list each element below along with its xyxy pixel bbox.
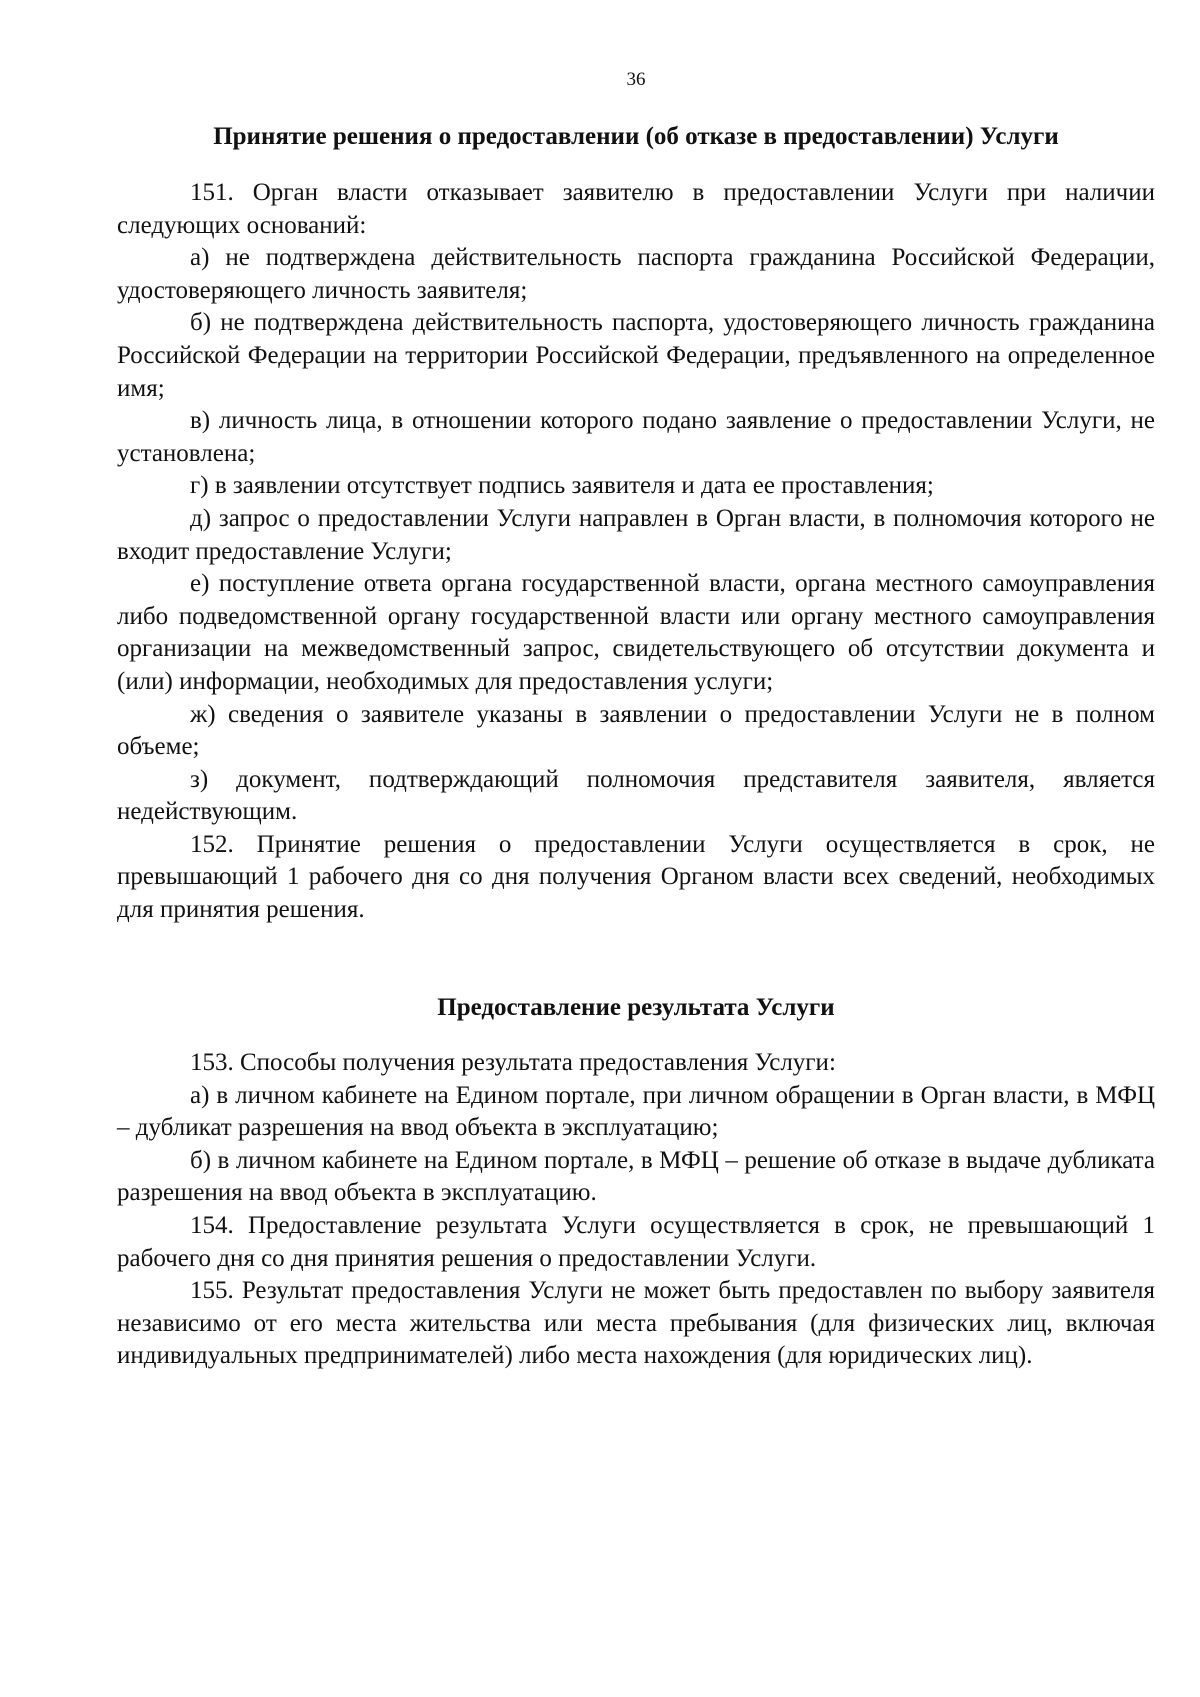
paragraph-152: 152. Принятие решения о предоставлении Услуги осуществляется в срок, не превышающий 1 рабочего дня со дня получения Органом власти всех сведений, необходимых для принятия решения. (117, 830, 1155, 924)
paragraph-151: 151. Орган власти отказывает заявителю в предоставлении Услуги при наличии следующих оснований: (117, 179, 1155, 239)
section-body-result (117, 1047, 1155, 1373)
list-item-zh: ж) сведения о заявителе указаны в заявлении о предоставлении Услуги не в полном объеме; (117, 700, 1155, 761)
section-heading-result: Предоставление результата Услуги (437, 994, 835, 1021)
paragraph-153: 153. Способы получения результата предоставления Услуги: (190, 1049, 836, 1076)
section-body-decision (117, 177, 1155, 927)
list-item-g: г) в заявлении отсутствует подпись заявителя и дата ее проставления; (190, 472, 934, 500)
page-number: 36 (626, 69, 646, 90)
section-heading-decision: Принятие решения о предоставлении (об отказе в предоставлении) Услуги (213, 123, 1059, 150)
list-item-e: е) поступление ответа органа государственной власти, органа местного самоуправления либо подведомственной органу государственной власти или органу местного самоуправления организации на межведомственный запрос, свидетельствующего об отсутствии документа и (или) информации, необходимых для предоставления услуги; (117, 570, 1155, 695)
list-item-z: з) документ, подтверждающий полномочия представителя заявителя, является недействующим. (117, 765, 1155, 826)
result-item-b: б) в личном кабинете на Едином портале, в МФЦ – решение об отказе в выдаче дубликата разрешения на ввод объекта в эксплуатацию. (117, 1146, 1155, 1207)
list-item-a: а) не подтверждена действительность паспорта гражданина Российской Федерации, удостоверяющего личность заявителя; (117, 244, 1155, 304)
paragraph-154: 154. Предоставление результата Услуги осуществляется в срок, не превышающий 1 рабочего дня со дня принятия решения о предоставлении Услуги. (117, 1211, 1155, 1272)
paragraph-155: 155. Результат предоставления Услуги не может быть предоставлен по выбору заявителя независимо от его места жительства или места пребывания (для физических лиц, включая индивидуальных предпринимателей) либо места нахождения (для юридических лиц). (117, 1277, 1155, 1370)
list-item-d: д) запрос о предоставлении Услуги направлен в Орган власти, в полномочия которого не входит предоставление Услуги; (117, 504, 1155, 565)
list-item-v: в) личность лица, в отношении которого подано заявление о предоставлении Услуги, не установлена; (117, 407, 1155, 467)
result-item-a: а) в личном кабинете на Едином портале, при личном обращении в Орган власти, в МФЦ – дубликат разрешения на ввод объекта в эксплуатацию; (117, 1081, 1155, 1142)
list-item-b: б) не подтверждена действительность паспорта, удостоверяющего личность гражданина Российской Федерации на территории Российской Федерации, предъявленного на определенное имя; (117, 309, 1155, 402)
